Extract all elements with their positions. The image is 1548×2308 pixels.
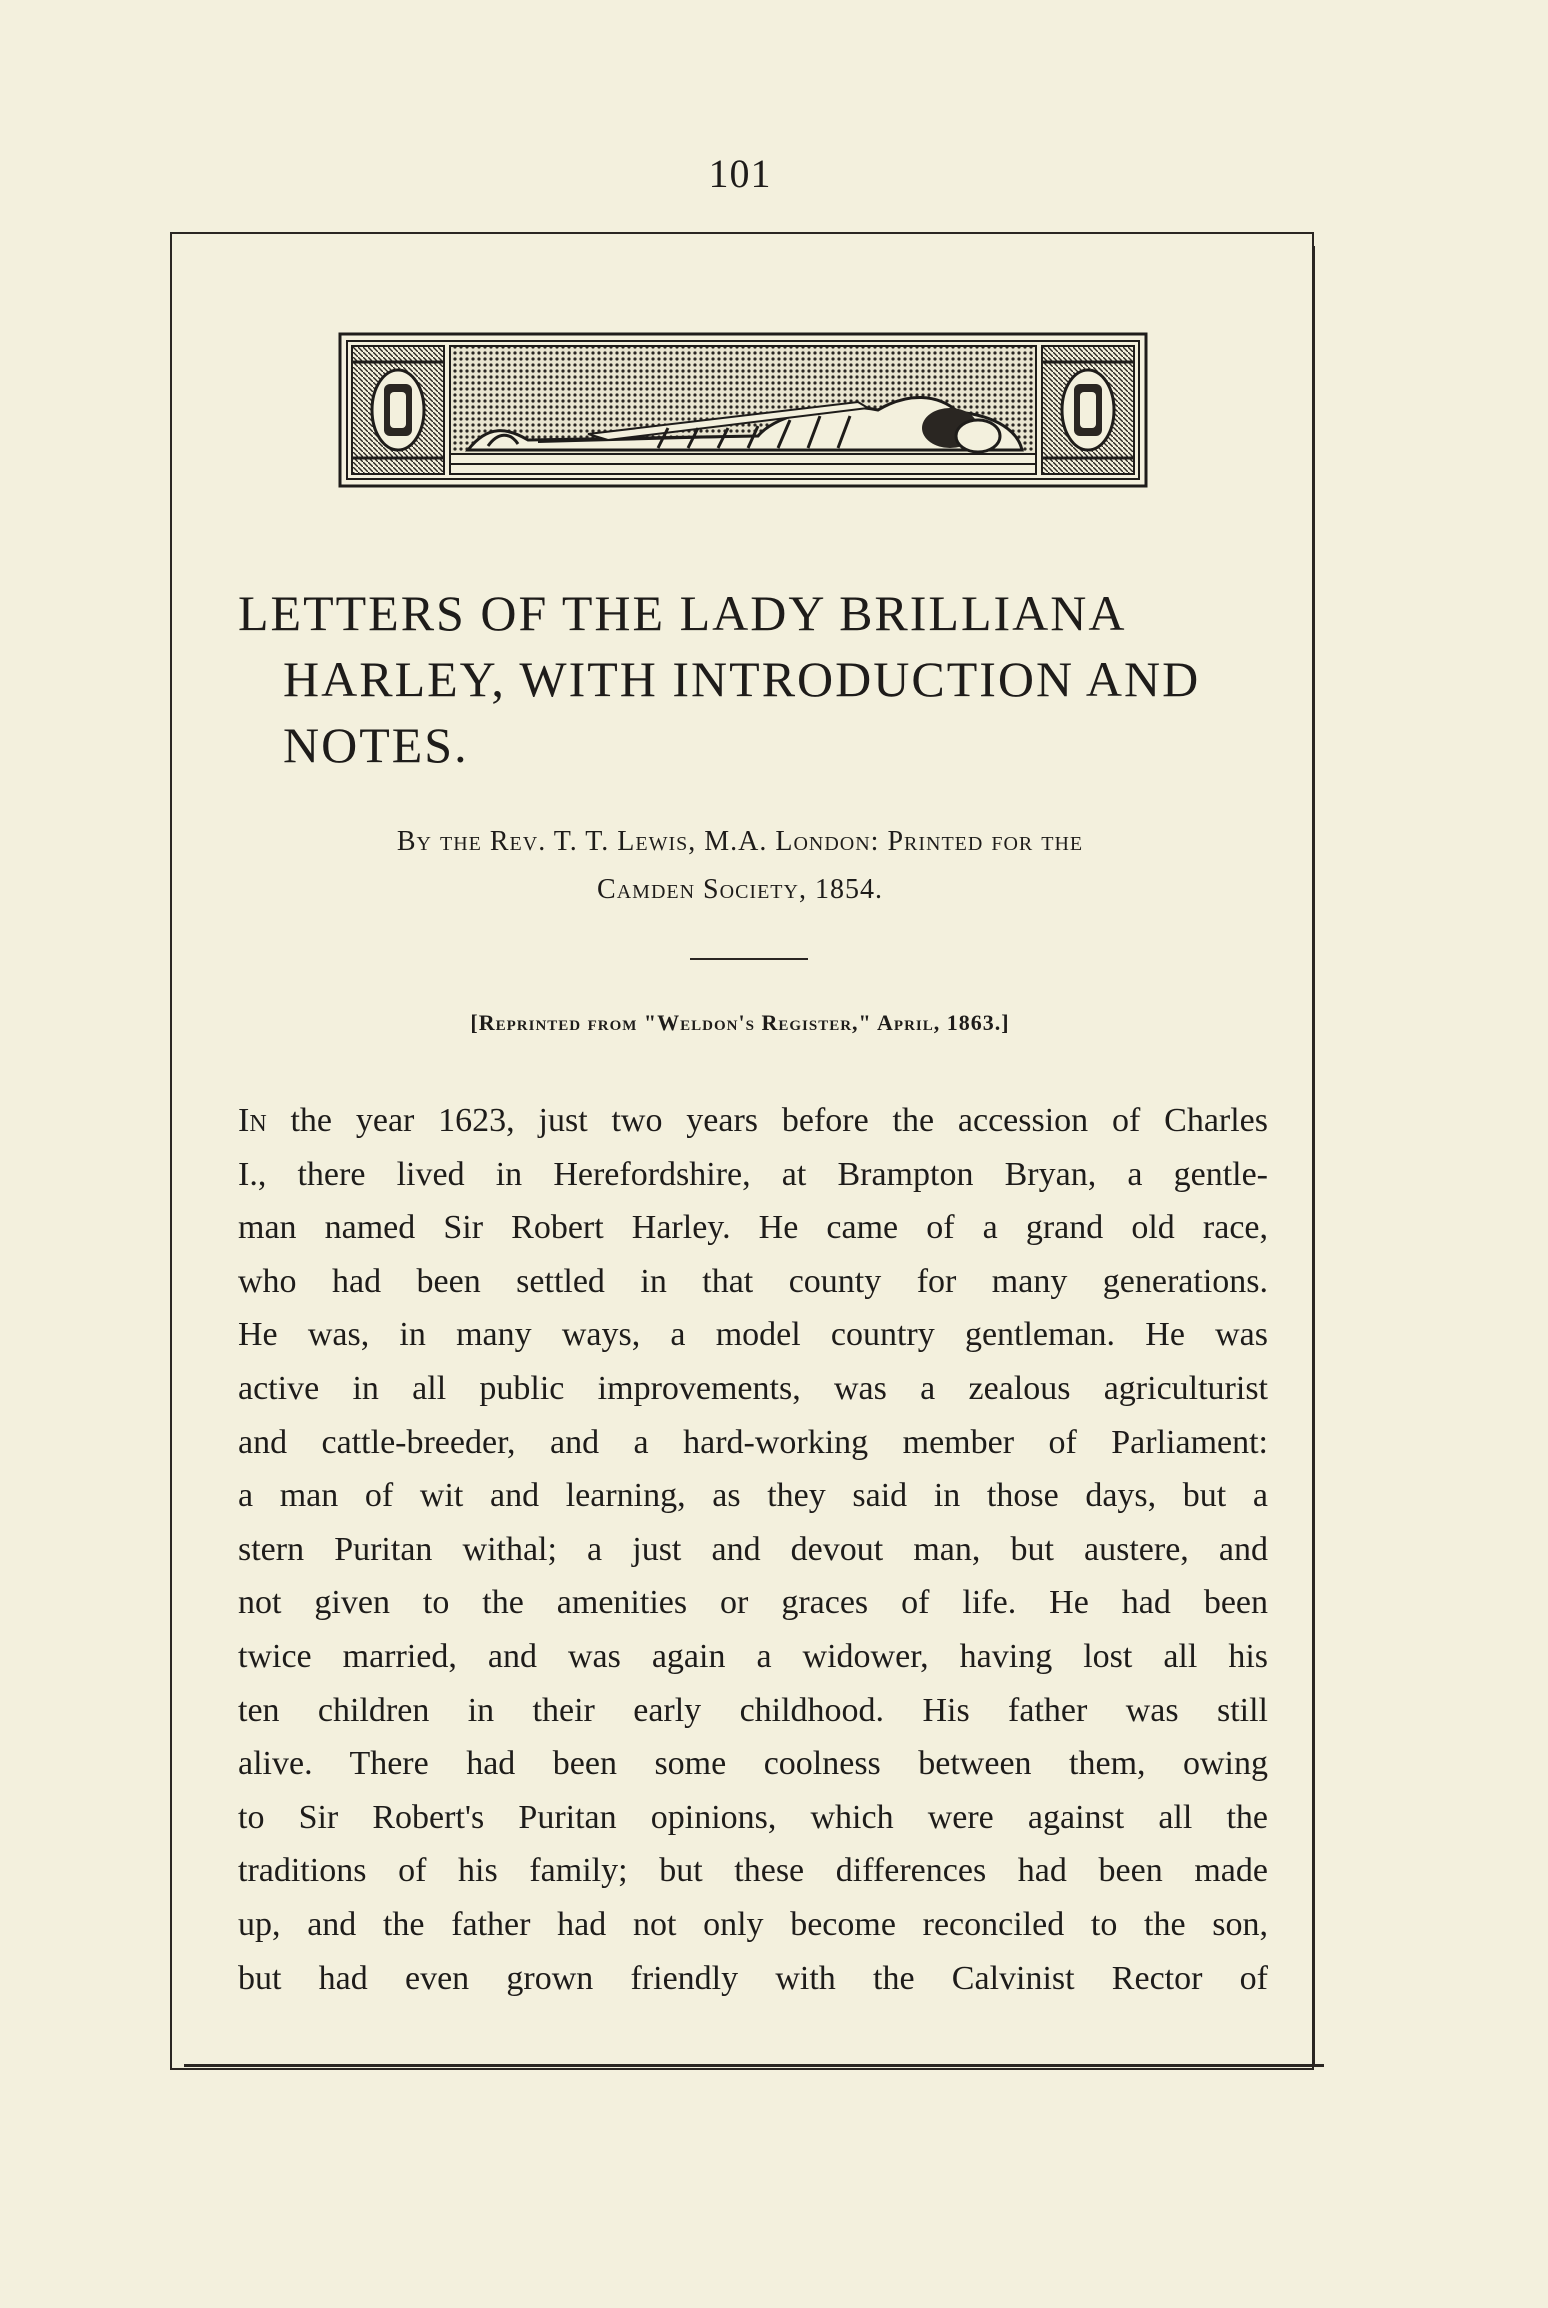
- body-line: and cattle-breeder, and a hard-working member of Parliament:: [238, 1423, 1268, 1461]
- article-title: LETTERS OF THE LADY BRILLIANA HARLEY, WITH INTRODUCTION AND NOTES.: [238, 585, 1201, 773]
- body-line: up, and the father had not only become reconciled to the son,: [238, 1905, 1268, 1943]
- byline-line-2: Camden Society, 1854.: [597, 874, 883, 905]
- body-line: I., there lived in Herefordshire, at Brampton Bryan, a gentle-: [238, 1155, 1268, 1193]
- body-line: a man of wit and learning, as they said in those days, but a: [238, 1477, 1268, 1515]
- body-paragraph: [238, 1094, 1268, 2005]
- drop-word: In: [238, 1102, 267, 1139]
- body-line: ten children in their early childhood. His father was still: [238, 1691, 1268, 1729]
- body-line: In the year 1623, just two years before the accession of Charles: [238, 1102, 1268, 1139]
- body-line: traditions of his family; but these differences had been made: [238, 1852, 1268, 1890]
- frame-right-shadow: [1312, 246, 1315, 2066]
- effigy-engraving-icon: [338, 332, 1148, 488]
- reprint-note: [Reprinted from "Weldon's Register," April, 1863.]: [470, 1010, 1010, 1035]
- body-line: to Sir Robert's Puritan opinions, which were against all the: [238, 1798, 1268, 1836]
- separator-rule: [690, 958, 808, 960]
- frame-bottom-shadow: [184, 2064, 1324, 2067]
- body-line: but had even grown friendly with the Calvinist Rector of: [238, 1959, 1268, 1997]
- body-line: who had been settled in that county for many generations.: [238, 1262, 1268, 1300]
- body-line: man named Sir Robert Harley. He came of a grand old race,: [238, 1209, 1268, 1247]
- body-line: not given to the amenities or graces of life. He had been: [238, 1584, 1268, 1622]
- body-line: active in all public improvements, was a zealous agriculturist: [238, 1369, 1268, 1407]
- byline: [240, 818, 1240, 914]
- body-line: alive. There had been some coolness between them, owing: [238, 1745, 1268, 1783]
- body-line: stern Puritan withal; a just and devout man, but austere, and: [238, 1530, 1268, 1568]
- byline-line-1: By the Rev. T. T. Lewis, M.A. London: Printed for the: [396, 826, 1084, 857]
- page-number: 101: [708, 151, 772, 196]
- body-line: twice married, and was again a widower, having lost all his: [238, 1637, 1268, 1675]
- body-line: He was, in many ways, a model country gentleman. He was: [238, 1316, 1268, 1354]
